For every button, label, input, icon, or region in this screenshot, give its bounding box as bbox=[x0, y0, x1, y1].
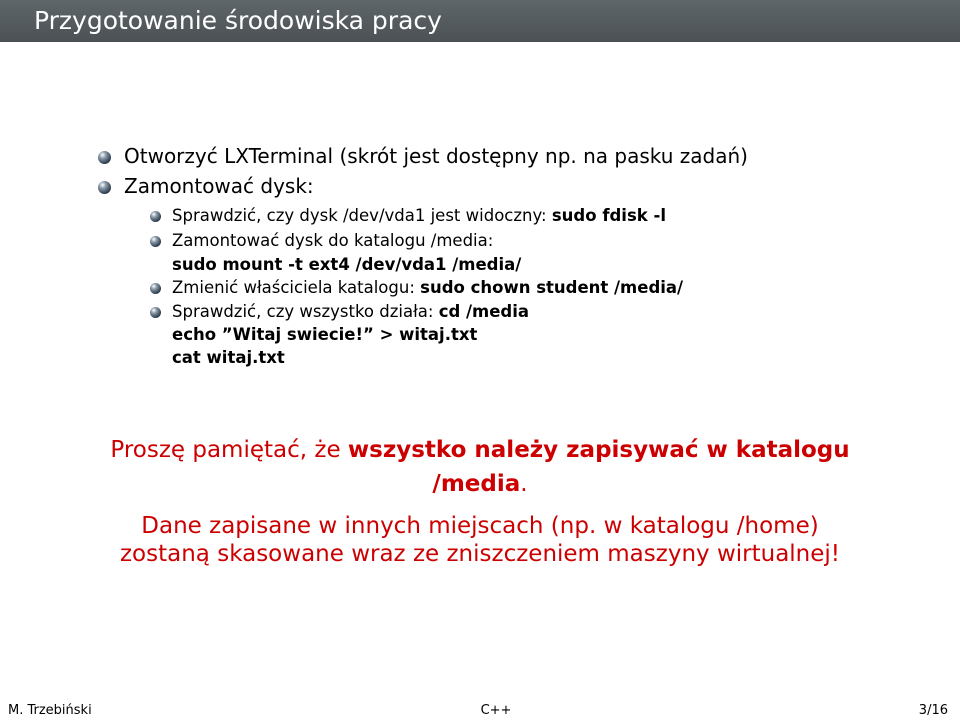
footer-page-number: 3/16 bbox=[918, 703, 948, 718]
list-item-open-terminal: Otworzyć LXTerminal (skrót jest dostępny np. na pasku zadań) bbox=[124, 144, 748, 168]
sub-item-text: Sprawdzić, czy wszystko działa: bbox=[172, 302, 439, 321]
warning-text: Proszę pamiętać, że bbox=[110, 437, 348, 463]
command-chown: sudo chown student /media/ bbox=[420, 278, 684, 297]
command-cat: cat witaj.txt bbox=[172, 348, 285, 367]
bullet-ball-icon bbox=[150, 307, 161, 318]
bullet-ball-icon bbox=[150, 236, 161, 247]
bullet-ball-icon bbox=[150, 283, 161, 294]
sub-item-check-disk bbox=[172, 205, 666, 227]
bullet-ball-icon bbox=[98, 151, 111, 164]
slide-title: Przygotowanie środowiska pracy bbox=[34, 6, 442, 35]
command-mount: sudo mount -t ext4 /dev/vda1 /media/ bbox=[172, 255, 522, 274]
command-echo: echo ”Witaj swiecie!” > witaj.txt bbox=[172, 325, 478, 344]
warning-note-line4: zostaną skasowane wraz ze zniszczeniem maszyny wirtualnej! bbox=[119, 541, 841, 567]
warning-period: . bbox=[520, 471, 528, 497]
warning-note-line1 bbox=[0, 435, 960, 465]
bullet-ball-icon bbox=[150, 211, 161, 222]
warning-note-line2 bbox=[0, 469, 960, 499]
sub-item-change-owner bbox=[172, 277, 683, 299]
bullet-ball-icon bbox=[98, 181, 111, 194]
title-bar bbox=[0, 0, 960, 42]
warning-note-line3: Dane zapisane w innych miejscach (np. w katalogu /home) bbox=[141, 513, 819, 539]
command-fdisk: sudo fdisk -l bbox=[551, 206, 667, 225]
sub-item-mount-media: Zamontować dysk do katalogu /media: bbox=[172, 231, 494, 250]
footer-course: C++ bbox=[480, 703, 512, 718]
footer-author: M. Trzebiński bbox=[8, 703, 92, 718]
list-item-mount-disk: Zamontować dysk: bbox=[124, 174, 314, 198]
sub-item-text: Zmienić właściciela katalogu: bbox=[172, 278, 421, 297]
sub-item-text: Sprawdzić, czy dysk /dev/vda1 jest widoczny: bbox=[172, 206, 552, 225]
command-cd: cd /media bbox=[438, 302, 530, 321]
warning-emphasis-path: /media bbox=[432, 471, 521, 497]
warning-emphasis: wszystko należy zapisywać w katalogu bbox=[347, 437, 850, 463]
sub-item-verify bbox=[172, 301, 529, 323]
